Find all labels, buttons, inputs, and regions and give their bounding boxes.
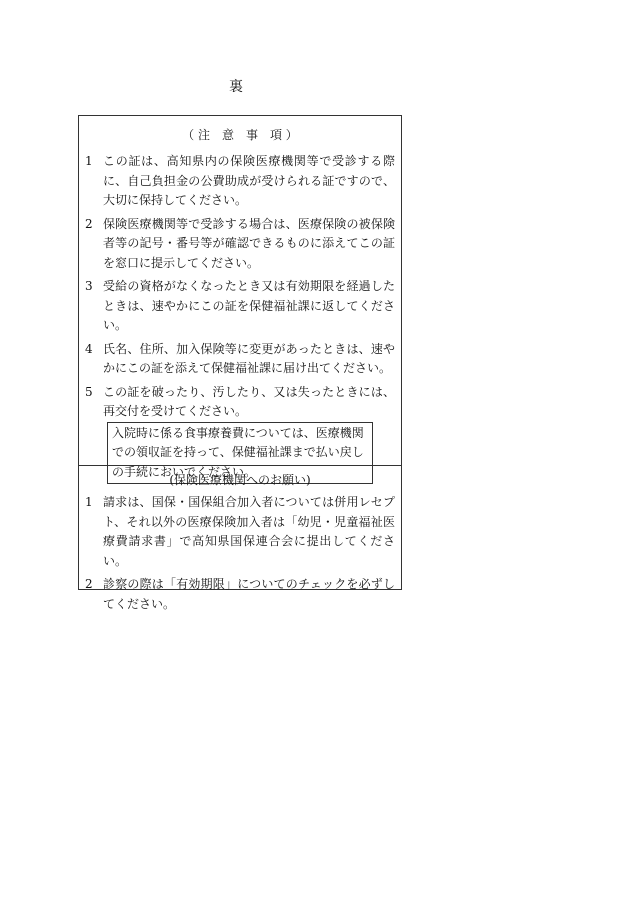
request-item-1	[79, 493, 401, 571]
note-item-number: 5	[85, 384, 93, 399]
note-item-1	[79, 152, 401, 211]
note-item-2	[79, 215, 401, 274]
note-item-text: この証は、高知県内の保険医療機関等で受診する際に、自己負担金の公費助成が受けられる証ですので、大切に保持してください。	[103, 154, 395, 207]
notes-title: （ 注 意 事 項 ）	[182, 128, 298, 142]
note-item-4	[79, 340, 401, 379]
notes-section	[79, 116, 401, 479]
request-item-number: 1	[85, 495, 93, 509]
note-item-text: 受給の資格がなくなったとき又は有効期限を経過したときは、速やかにこの証を保健福祉課に返してください。	[103, 279, 395, 332]
note-item-text: 保険医療機関等で受診する場合は、医療保険の被保険者等の記号・番号等が確認できるものに添えてこの証を窓口に提示してください。	[103, 216, 395, 270]
notice-card	[78, 115, 402, 611]
request-item-2	[79, 575, 401, 614]
request-item-number: 2	[85, 577, 93, 591]
request-item-text: 診察の際は「有効期限」についてのチェックを必ずしてください。	[103, 577, 395, 611]
meal-cost-refund-note: 入院時に係る食事療養費については、医療機関での領収証を持って、保健福祉課まで払い戻しの手続においでください。	[107, 422, 373, 485]
note-item-number: 4	[85, 341, 93, 356]
note-item-text: 氏名、住所、加入保険等に変更があったときは、速やかにこの証を添えて保健福祉課に届け出てください。	[103, 341, 395, 375]
page-heading: 裏	[229, 79, 243, 95]
request-item-text: 請求は、国保・国保組合加入者については併用レセプト、それ以外の医療保険加入者は「幼児・児童福祉医療費請求書」で高知県国保連合会に提出してください。	[103, 495, 395, 568]
requests-title: (保険医療機関へのお願い)	[169, 473, 311, 487]
note-item-3	[79, 277, 401, 336]
note-item-number: 1	[85, 154, 93, 168]
note-item-number: 2	[85, 216, 93, 231]
note-item-5	[79, 383, 401, 422]
note-item-text: この証を破ったり、汚したり、又は失ったときには、再交付を受けてください。	[103, 384, 395, 418]
note-item-number: 3	[85, 279, 93, 293]
requests-section	[79, 465, 401, 618]
